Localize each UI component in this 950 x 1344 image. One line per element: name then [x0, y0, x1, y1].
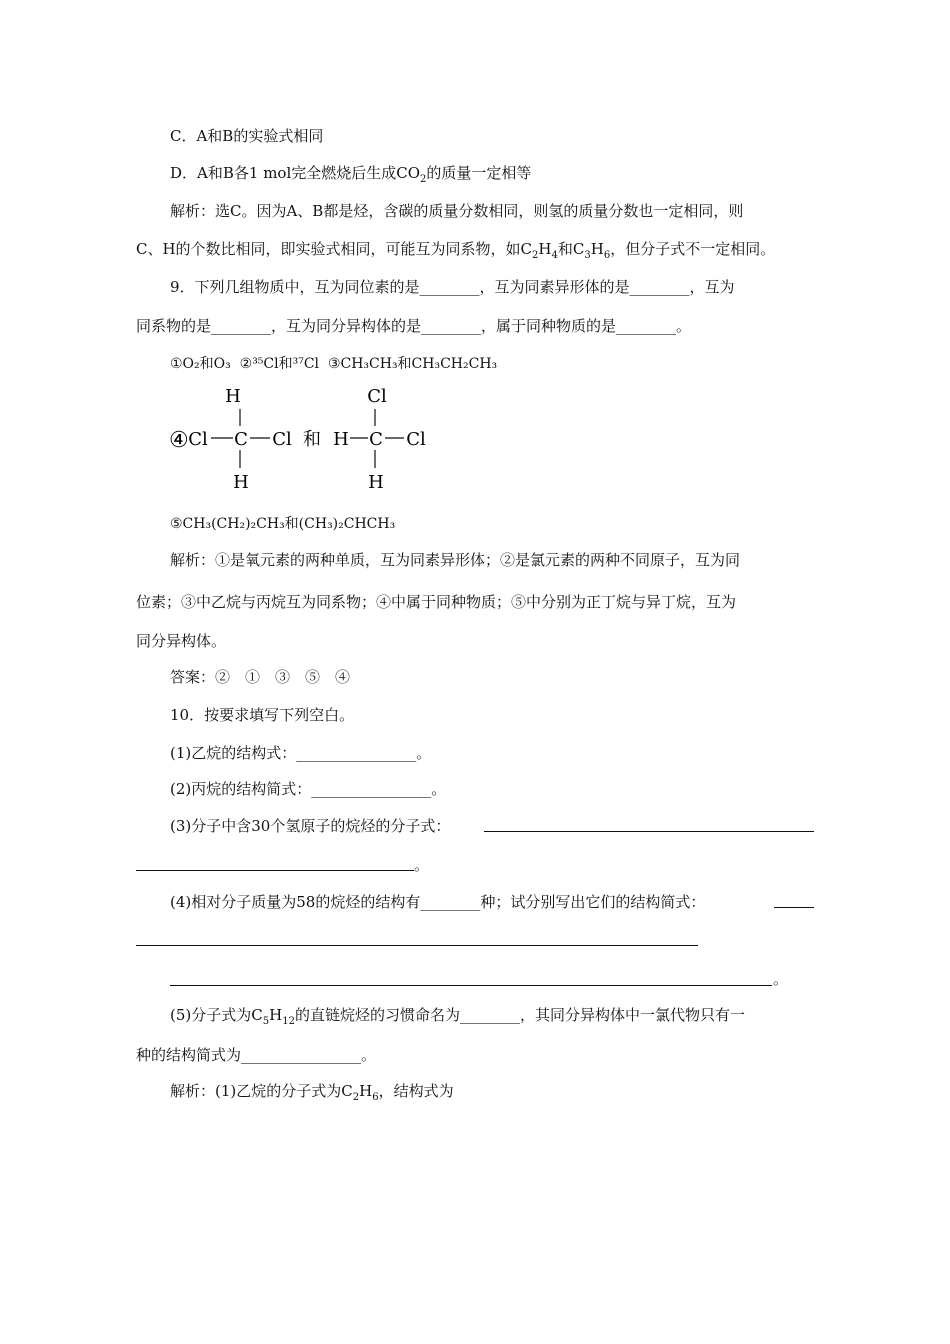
item-4-number: ④: [169, 428, 189, 453]
answer-blank-line: [136, 870, 414, 871]
item-2: ②³⁵Cl和³⁷Cl: [239, 356, 320, 372]
q8-analysis-line2: [136, 239, 775, 259]
structural-formulas: [166, 380, 466, 490]
atom-h: H: [225, 386, 241, 407]
option-d-text: D．A和B各1 mol完全燃烧后生成CO: [170, 164, 421, 182]
atom-c: C: [234, 429, 248, 450]
q10-part5-line1: [170, 1005, 745, 1025]
q9-analysis-line2: 位素；③中乙烷与丙烷互为同系物；④中属于同种物质；⑤中分别为正丁烷与异丁烷，互为: [136, 593, 737, 611]
item-5: ⑤CH₃(CH₂)₂CH₃和(CH₃)₂CHCH₃: [170, 516, 396, 532]
period: 。: [773, 970, 789, 988]
q10-part2: (2)丙烷的结构简式：________________。: [170, 780, 447, 798]
option-c: C．A和B的实验式相同: [170, 127, 324, 145]
subscript: 6: [372, 1092, 379, 1103]
atom-cl: Cl: [272, 429, 292, 450]
subscript: 6: [603, 250, 611, 261]
text: (5)分子式为C: [170, 1006, 263, 1024]
atom-c: C: [369, 429, 383, 450]
text: 解析：(1)乙烷的分子式为C: [170, 1082, 353, 1100]
option-d-text-end: 的质量一定相等: [426, 164, 532, 182]
answer-blank-line: [774, 907, 814, 908]
q10-part5-line2: 种的结构简式为________________。: [136, 1046, 377, 1064]
answer-blank-line: [170, 985, 772, 986]
dichloromethane-structures: [166, 380, 466, 490]
answer-blank-line: [484, 831, 814, 832]
item-1: ①O₂和O₃: [170, 356, 231, 372]
q10-part3: (3)分子中含30个氢原子的烷烃的分子式：: [170, 817, 451, 835]
subscript: 12: [282, 1016, 295, 1027]
subscript: 2: [352, 1092, 360, 1103]
text: 的直链烷烃的习惯命名为________，其同分异构体中一氯代物只有一: [294, 1006, 745, 1024]
period: 。: [414, 856, 430, 874]
text: H: [269, 1006, 283, 1024]
q9-answer: 答案：② ① ③ ⑤ ④: [170, 668, 351, 686]
text: 和C: [557, 240, 585, 258]
text: C、H的个数比相同，即实验式相同，可能互为同系物，如C: [136, 240, 533, 258]
atom-cl: Cl: [406, 429, 426, 450]
q10-part4: (4)相对分子质量为58的烷烃的结构有________种；试分别写出它们的结构简式：: [170, 893, 706, 911]
atom-cl: Cl: [188, 429, 208, 450]
and-label: 和: [303, 429, 321, 450]
text: ，结构式为: [378, 1082, 454, 1100]
q8-analysis-line1: 解析：选C。因为A、B都是烃，含碳的质量分数相同，则氢的质量分数也一定相同，则: [170, 202, 744, 220]
atom-cl: Cl: [367, 386, 387, 407]
answer-blank-line: [136, 945, 698, 946]
text: H: [590, 240, 604, 258]
subscript: 2: [532, 250, 539, 261]
q9-stem-line2: 同系物的是________，互为同分异构体的是________，属于同种物质的是________。: [136, 317, 692, 335]
q10-stem: 10．按要求填写下列空白。: [170, 706, 355, 724]
subscript: 2: [420, 174, 427, 185]
atom-h: H: [233, 472, 249, 490]
q10-analysis: [170, 1081, 454, 1101]
subscript: 3: [584, 250, 591, 261]
text: H: [359, 1082, 373, 1100]
text: ，但分子式不一定相同。: [610, 240, 776, 258]
q10-part1: (1)乙烷的结构式：________________。: [170, 744, 432, 762]
item-3: ③CH₃CH₃和CH₃CH₂CH₃: [327, 356, 498, 372]
q9-analysis-line3: 同分异构体。: [136, 632, 227, 650]
q9-items-row: [170, 354, 497, 374]
q9-stem-line1: 9．下列几组物质中，互为同位素的是________，互为同素异形体的是________，互为: [170, 278, 735, 296]
q9-analysis-line1: 解析：①是氧元素的两种单质，互为同素异形体；②是氯元素的两种不同原子，互为同: [170, 551, 741, 569]
subscript: 5: [262, 1016, 270, 1027]
atom-h: H: [368, 472, 384, 490]
option-d: [170, 163, 531, 183]
atom-h: H: [333, 429, 349, 450]
subscript: 4: [551, 250, 558, 261]
text: H: [538, 240, 552, 258]
